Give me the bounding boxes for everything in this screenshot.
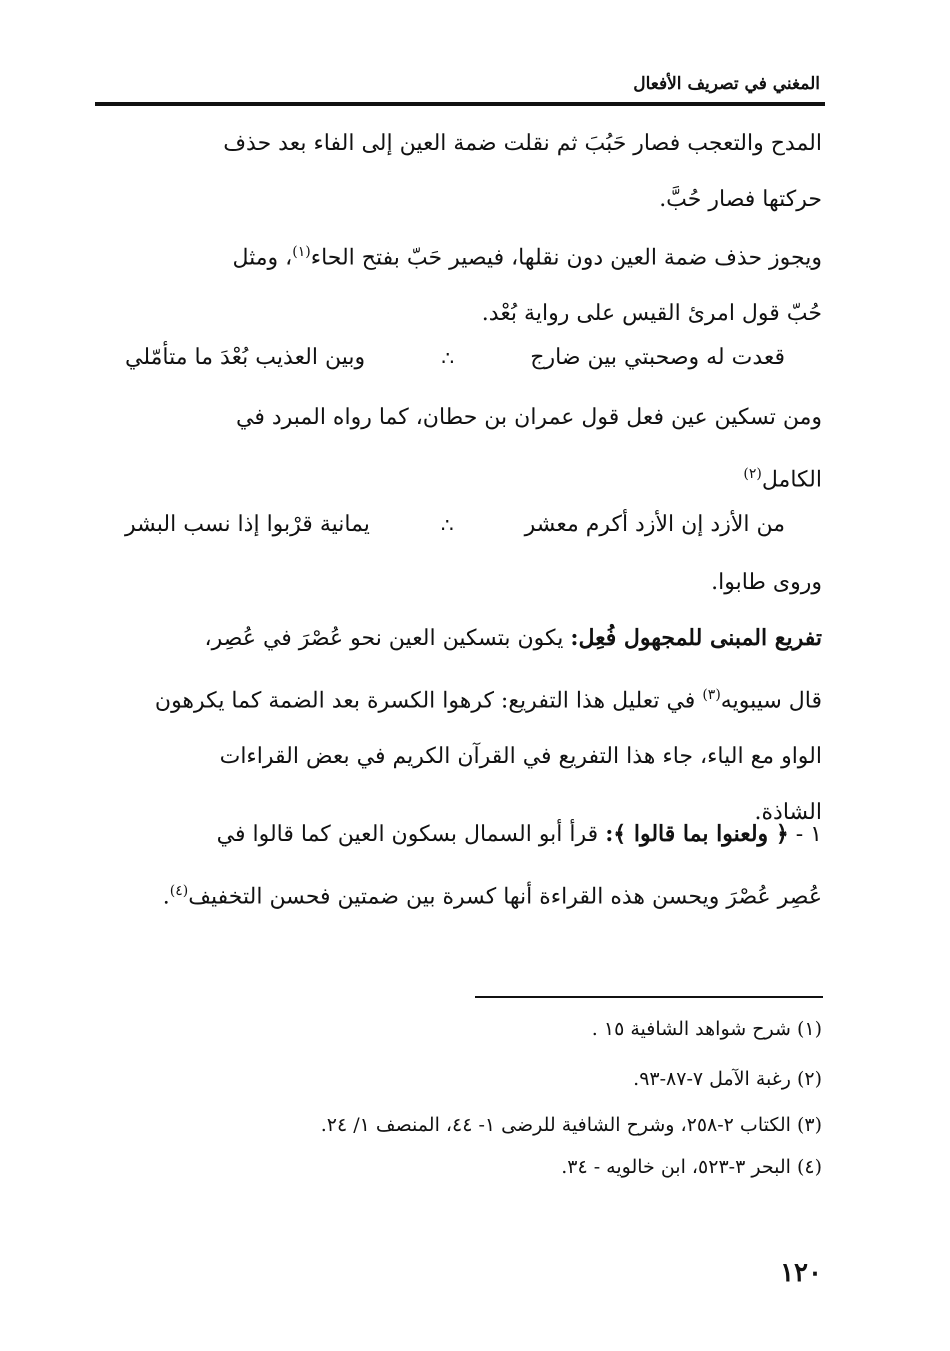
paragraph-5-line-2a: قال سيبويه (720, 688, 822, 714)
item-number: ١ - (795, 822, 822, 847)
verse-1-second-hemistich: وبين العذيب بُعْدَ ما متأمّلي (125, 345, 366, 370)
verse-2 (125, 505, 785, 545)
page-number: ١٢٠ (780, 1258, 822, 1288)
item-1-line-2-end: . (162, 884, 170, 910)
footnote-2: (٢) رغبة الآمل ٧-٨٧-٩٣. (633, 1068, 822, 1090)
header-rule (95, 102, 825, 106)
paragraph-5-line-1: يكون بتسكين العين نحو عُصْرَ في عُصِر، (204, 626, 564, 651)
verse-2-second-hemistich: يمانية قرْبوا إذا نسب البشر (125, 512, 370, 537)
footnote-ref-1: (١) (292, 244, 311, 260)
paragraph-2-line-2: حُبّ قول امرئ القيس على رواية بُعْد. (481, 301, 822, 327)
paragraph-5-line-3: الواو مع الياء، جاء هذا التفريع في القرآن الكريم في بعض القراءات (219, 744, 822, 770)
paragraph-1-line-1: المدح والتعجب فصار حَبُبَ ثم نقلت ضمة العين إلى الفاء بعد حذف (223, 131, 822, 156)
paragraph-5-line-4: الشاذة. (754, 800, 822, 826)
numbered-item-1 (92, 806, 822, 925)
footnote-ref-3: (٣) (702, 687, 721, 703)
footnote-rule (475, 996, 823, 998)
verse-1-first-hemistich: قعدت له وصحبتي بين ضارج (530, 345, 785, 370)
paragraph-1-line-2: حركتها فصار حُبَّ. (659, 187, 822, 212)
paragraph-5-line-2b: في تعليل هذا التفريع: كرهوا الكسرة بعد الضمة كما يكرهون (154, 688, 696, 714)
quran-quote: ﴿ ولعنوا بما قالوا ﴾: (605, 821, 789, 847)
paragraph-2-line-1-tail: ، ومثل (232, 245, 293, 271)
footnote-4: (٤) البحر ٣-٥٢٣، ابن خالويه - ٣٤. (561, 1156, 822, 1178)
item-1-line-2: عُصِر عُصْرَ ويحسن هذه القراءة أنها كسرة بين ضمتين فحسن التخفيف (188, 884, 822, 910)
verse-2-first-hemistich: من الأزد إن الأزد أكرم معشر (524, 512, 785, 537)
paragraph-3 (92, 390, 822, 508)
paragraph-3-line-1: ومن تسكين عين فعل قول عمران بن حطان، كما رواه المبرد في (235, 405, 822, 430)
paragraph-4 (92, 555, 822, 611)
item-1-line-1: قرأ أبو السمال بسكون العين كما قالوا في (216, 822, 599, 847)
paragraph-1 (92, 116, 822, 228)
footnote-ref-2: (٢) (743, 466, 762, 482)
paragraph-2 (92, 224, 822, 342)
paragraph-2-line-1: ويجوز حذف ضمة العين دون نقلها، فيصير حَبّ بفتح الحاء (310, 245, 822, 271)
verse-separator: ∴ (441, 346, 455, 370)
footnote-1: (١) شرح شواهد الشافية ١٥ . (591, 1018, 822, 1040)
paragraph-3-line-2: الكامل (761, 467, 822, 493)
running-title: المغني في تصريف الأفعال (633, 74, 820, 94)
verse-1 (125, 338, 785, 378)
footnote-ref-4: (٤) (169, 883, 189, 899)
verse-separator: ∴ (440, 513, 454, 537)
paragraph-4-text: وروى طابوا. (711, 570, 822, 595)
footnote-3: (٣) الكتاب ٢-٢٥٨، وشرح الشافية للرضى ١- ٤٤، المنصف ١/ ٢٤. (320, 1114, 822, 1136)
section-heading: تفريع المبنى للمجهول فُعِل: (570, 625, 822, 651)
